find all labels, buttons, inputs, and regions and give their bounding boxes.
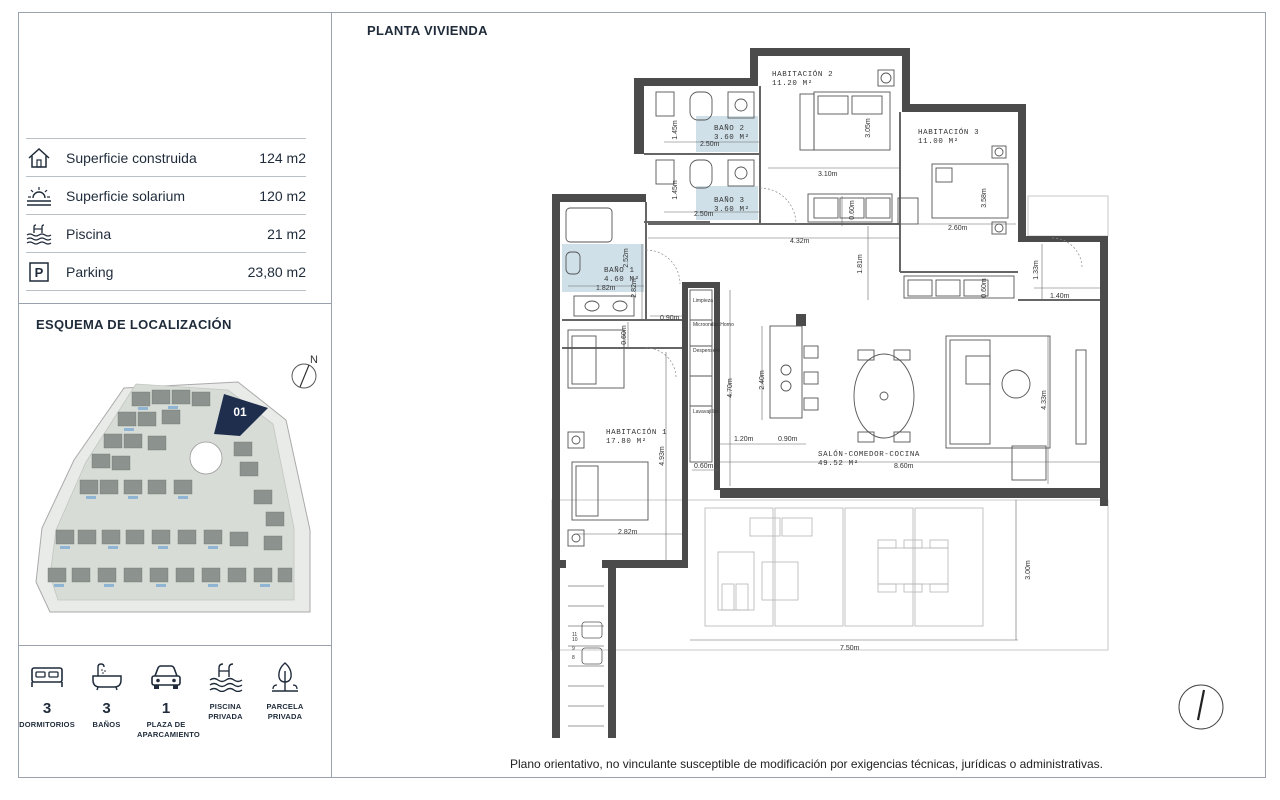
room-label: BAÑO 2 — [714, 125, 745, 133]
feature-count: 3 — [42, 700, 52, 717]
dimension-label: 1.45m — [672, 180, 679, 200]
bathtub-icon — [78, 660, 136, 694]
spec-row-built-area — [26, 138, 306, 176]
specs-list — [26, 138, 306, 291]
stair-number: 10 — [572, 637, 578, 643]
feature-label-line: APARCAMIENTO — [137, 730, 200, 739]
dimension-label: 1.20m — [734, 436, 754, 443]
divider — [19, 303, 331, 304]
stair-number: 8 — [572, 655, 575, 661]
parking-icon — [26, 261, 52, 283]
feature-label — [256, 702, 314, 722]
dimension-label: 3.05m — [865, 118, 872, 138]
location-map — [28, 350, 328, 630]
location-title: ESQUEMA DE LOCALIZACIÓN — [36, 317, 232, 332]
room-area: 11.00 M² — [918, 138, 959, 146]
dimension-label: 7.50m — [840, 645, 860, 652]
svg-text:P: P — [34, 264, 44, 280]
dimension-label: 4.93m — [659, 446, 666, 466]
terrace-furniture — [705, 508, 983, 626]
dimension-label: 0.90m — [778, 436, 798, 443]
feature-label: DORMITORIOS — [19, 720, 75, 729]
divider — [19, 645, 331, 646]
feature-label-line: PRIVADA — [267, 712, 303, 721]
dimension-label: 0.90m — [660, 315, 680, 322]
feature-parking — [137, 660, 200, 740]
dimension-label: 2.40m — [759, 370, 766, 390]
room-area: 17.80 M² — [606, 438, 647, 446]
dimension-label: 4.33m — [1041, 390, 1048, 410]
walls — [552, 48, 1108, 738]
feature-label-line: PLAZA DE — [146, 720, 186, 729]
sun-icon — [26, 185, 52, 207]
features-row — [18, 660, 314, 740]
kitchen-label: Despensero — [693, 348, 720, 354]
dimension-label: 1.45m — [672, 120, 679, 140]
unit-01-label: 01 — [233, 405, 247, 419]
dimension-label: 2.82m — [631, 278, 638, 298]
tree-icon — [256, 660, 314, 694]
room-label: BAÑO 3 — [714, 197, 745, 205]
house-icon — [26, 147, 52, 169]
dimension-label: 3.10m — [818, 171, 838, 178]
north-label: N — [310, 354, 318, 366]
room-label: BAÑO 1 — [604, 267, 635, 275]
stair-number: 9 — [572, 646, 575, 652]
feature-pool — [197, 660, 255, 740]
stair-number: 11 — [572, 632, 578, 638]
car-icon — [137, 660, 195, 694]
dimension-label: 0.60m — [621, 325, 628, 345]
feature-bedrooms — [18, 660, 76, 740]
spec-label: Superficie solarium — [66, 187, 186, 204]
feature-count: 3 — [102, 700, 111, 717]
dimension-label: 8.60m — [894, 463, 914, 470]
spec-label: Superficie construida — [66, 149, 197, 166]
dimension-label: 0.60m — [981, 278, 988, 298]
room-area: 11.20 M² — [772, 80, 813, 88]
dimension-label: 2.50m — [700, 141, 720, 148]
water-waves-icon — [26, 223, 52, 245]
kitchen-label: Limpieza — [693, 298, 714, 304]
feature-label-line: PISCINA — [209, 702, 242, 711]
dimension-label: 2.52m — [623, 248, 630, 268]
pool-icon — [197, 660, 255, 694]
kitchen-label: Microondas Horno — [693, 322, 734, 328]
dimension-label: 4.70m — [727, 378, 734, 398]
bed-icon — [18, 660, 76, 694]
dimension-label: 3.58m — [981, 188, 988, 208]
spec-value: 23,80 m2 — [247, 263, 306, 280]
dimension-label: 3.00m — [1025, 560, 1032, 580]
dimension-label: 2.60m — [948, 225, 968, 232]
spec-row-parking — [26, 252, 306, 291]
room-label: HABITACIÓN 1 — [606, 429, 668, 437]
spec-value: 124 m2 — [259, 149, 306, 166]
spec-label: Piscina — [66, 225, 112, 242]
feature-label — [137, 720, 200, 740]
feature-label: BAÑOS — [92, 720, 121, 729]
plan-north-arrow — [1176, 682, 1226, 732]
spec-row-solarium — [26, 176, 306, 214]
spec-value: 120 m2 — [259, 187, 306, 204]
feature-count: 1 — [161, 700, 171, 717]
dimension-label: 1.82m — [596, 285, 616, 292]
room-area: 49.52 M² — [818, 460, 859, 468]
feature-plot — [256, 660, 314, 740]
feature-label-line: PARCELA — [266, 702, 304, 711]
room-label: SALÓN-COMEDOR-COCINA — [818, 451, 921, 459]
kitchen-label: Lavavajillas — [693, 409, 719, 415]
room-label: HABITACIÓN 3 — [918, 129, 980, 137]
dimension-label: 0.60m — [694, 463, 714, 470]
dimension-label: 2.50m — [694, 211, 714, 218]
plan-title: PLANTA VIVIENDA — [367, 23, 488, 38]
dimension-label: 1.40m — [1050, 293, 1070, 300]
feature-label — [197, 702, 255, 722]
feature-label-line: PRIVADA — [208, 712, 243, 721]
spec-row-pool — [26, 214, 306, 252]
spec-value: 21 m2 — [267, 225, 306, 242]
room-area: 3.60 M² — [714, 206, 750, 214]
dimension-label: 4.32m — [790, 238, 810, 245]
feature-bathrooms — [78, 660, 136, 740]
dimension-label: 0.60m — [849, 200, 856, 220]
room-label: HABITACIÓN 2 — [772, 71, 834, 79]
floor-plan — [540, 40, 1140, 740]
disclaimer: Plano orientativo, no vinculante susceptible de modificación por exigencias técnicas, jurídicas o administrativas. — [510, 757, 1103, 771]
north-arrow — [292, 354, 318, 388]
dimension-label: 2.82m — [618, 529, 638, 536]
dimension-label: 1.33m — [1033, 260, 1040, 280]
spec-label: Parking — [66, 263, 114, 280]
room-area: 4.60 M² — [604, 276, 640, 284]
dimension-label: 1.81m — [857, 254, 864, 274]
room-area: 3.60 M² — [714, 134, 750, 142]
